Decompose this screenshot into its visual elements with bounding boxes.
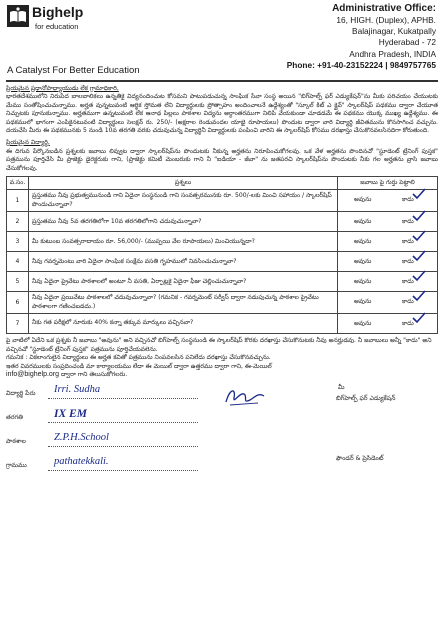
- tagline: A Catalyst For Better Education: [7, 65, 140, 76]
- question-text: నీవు ఏదైనా ప్రైవేటు పాఠశాలలో అంటూ నీ వసతి, ఏర్పాట్లకై ఏదైనా ఫీజు చెల్లించుచున్నావా?: [29, 272, 338, 292]
- header-question: ప్రశ్నలు: [29, 177, 338, 190]
- answer-yes-option[interactable]: అవును: [354, 196, 372, 204]
- question-number: 1: [7, 190, 29, 212]
- eligibility-notes: [6, 337, 438, 380]
- checkmark-icon: [412, 270, 426, 282]
- header-number: వ.సం.: [7, 177, 29, 190]
- question-text: నీకు గత పరీక్షలో నూరుకు 40% కన్నా తక్కువ మార్కులు వచ్చినవా?: [29, 314, 338, 334]
- letter-body: [6, 85, 438, 174]
- eligibility-rule: పై వాటిలో ఏదేని ఒక ప్రశ్నకు నీ జవాబు "అవును" అని వచ్చినచో బిగ్‌హెల్ప్ సంస్థనుండి ఈ స్కాలర్‌షిప్ కొరకు దరఖాస్తు చేసుకొనుటకు నీవు అనర్హుడవు. నీ జవాబులు అన్నీ "కాదు" అని వచ్చినచో "స్టూడెంట్ ట్రేనింగ్ పుస్తక" పత్రమును పూర్తిచేయవలెను.: [6, 337, 432, 353]
- intro-paragraph: భారతదేశములోని నిరుపేద బాలబాలికలు ఉన్నతికై విద్యనందించుట కోసమని పాటుపడుచున్న సాంఘిక సేవా సంస్థ అయిన "బిగ్‌హెల్ప్ ఫర్ ఎడ్యుకేషన్"ను మీకు పరిచయం చేయుటకు మేము సంతోషించుచున్నాము. అర్హత వున్నటువంటి ఆర్థిక స్తోమత లేని విద్యార్థులకు ప్రోత్సాహం అందించాలనే ఉద్దేశ్యంతో "స్కూల్ కిట్ ఎ క్లైవ్" స్కాలర్‌షిప్ పథకము ద్వారా చేయూత నిచ్చుటకు పూనుకున్నాము. అర్హతముగా ఉన్నటువంటి లేక ఆనాథ పిల్లలు పాఠశాల విద్యను అర్ధాంతరముగా నిలిపి వేయకుండా చూడడమే ఈ పథకము యొక్క ముఖ్య ఉద్దేశ్యము. ఈ పథకములో భాగంగా ఎంపికైనటువంటి విద్యార్థులు సెలక్షన్ రు. 250/- (అక్షరాల రెండువందల యాభై రూపాయలు) పొందుట ద్వారా వారి విద్యార్థి జీవితమును కొనసాగించ వచ్చును. దయచేసి మీరు ఈ పథకమునకు 5 నుండి 10వ తరగతి వరకు చదువుచున్న విద్యార్థినీ విద్యార్థులకు పంపించి వారిని ఈ స్కాలర్‌షిప్ కోసము దరఖాస్తు చేసుకొనవలసినదిగా కోరుతుంది.: [6, 93, 438, 135]
- checkmark-icon: [412, 290, 426, 302]
- letterhead: [6, 3, 438, 79]
- address-line: Balajinagar, Kukatpally: [352, 26, 436, 37]
- question-row: [7, 292, 438, 314]
- student-details-form: [6, 384, 438, 484]
- answer-cell: [338, 314, 438, 334]
- contact-note: ఇతర వివరములకు సంప్రదించండి మా కార్యాలయము లేదా ఈ మెయిల్ ద్వారా ఉత్తరము ద్వారా గాని, ఈ-మెయిల్: [6, 362, 272, 370]
- address-line: Hyderabad - 72: [378, 37, 436, 48]
- question-row: [7, 190, 438, 212]
- disability-note: గమనిక : వికలాంగులైన విద్యార్థులు ఈ అర్హత కవితో పత్రమును నింపవలసిన పనిలేదు దరఖాస్తు చేసుకొనవచ్చును.: [6, 354, 271, 362]
- salutation-student: ప్రియమైన విద్యార్థి,: [6, 139, 50, 147]
- answer-cell: [338, 232, 438, 252]
- question-row: [7, 252, 438, 272]
- answer-yes-option[interactable]: అవును: [354, 238, 372, 246]
- eligibility-table: [6, 176, 438, 334]
- answer-yes-option[interactable]: అవును: [354, 298, 372, 306]
- question-text: ప్రస్తుతము నీవు 5వ తరగతిలోగా 10వ తరగతిలోగాని చదువుచున్నావా?: [29, 212, 338, 232]
- answer-yes-option[interactable]: అవును: [354, 258, 372, 266]
- question-number: 3: [7, 232, 29, 252]
- student-name-value[interactable]: Irri. Sudha: [54, 384, 101, 396]
- answer-cell: [338, 272, 438, 292]
- salutation-headmaster: ప్రియమైన ప్రధానోపాధ్యాయుడు లేక గ్రామాధికారి,: [6, 84, 119, 92]
- header-answer: జవాబు పై గుర్తు పెట్టాలి: [338, 177, 438, 190]
- sender-signature-block: [336, 384, 395, 463]
- checkmark-icon: [412, 188, 426, 200]
- brand-name: Bighelp: [32, 4, 84, 20]
- contact-email-suffix: ద్వారా గాని తెలుసుకోగలరు.: [60, 371, 128, 379]
- answer-cell: [338, 292, 438, 314]
- question-row: [7, 314, 438, 334]
- question-row: [7, 272, 438, 292]
- answer-yes-option[interactable]: అవును: [354, 218, 372, 226]
- answer-no-option[interactable]: కాదు: [402, 298, 414, 306]
- student-signature-icon: [222, 384, 268, 408]
- answer-cell: [338, 252, 438, 272]
- class-value[interactable]: IX EM: [54, 408, 87, 421]
- sig-organization: బిగ్‌హెల్ప్ ఫర్ ఎడ్యుకేషన్: [336, 395, 396, 403]
- school-value[interactable]: Z.P.H.School: [54, 432, 109, 444]
- answer-no-option[interactable]: కాదు: [402, 258, 414, 266]
- office-address: [287, 3, 436, 71]
- village-value[interactable]: pathatekkali.: [54, 456, 109, 468]
- office-title: Administrative Office:: [332, 3, 436, 14]
- book-logo-icon: [7, 5, 29, 27]
- class-label: తరగతి: [6, 414, 23, 422]
- answer-yes-option[interactable]: అవును: [354, 320, 372, 328]
- answer-no-option[interactable]: కాదు: [402, 278, 414, 286]
- question-number: 2: [7, 212, 29, 232]
- question-number: 7: [7, 314, 29, 334]
- question-number: 6: [7, 292, 29, 314]
- question-text: ప్రస్తుతము నీవు ప్రభుత్వమునుండి గాని ఏదైనా సంస్థనుండి గాని సంవత్సరమునకు రూ. 500/-లకు మించి సహాయం / స్కాలర్‌షిప్ పొందుచున్నావా?: [29, 190, 338, 212]
- question-number: 5: [7, 272, 29, 292]
- student-name-label: విద్యార్థి పేరు: [6, 390, 36, 398]
- answer-cell: [338, 212, 438, 232]
- answer-no-option[interactable]: కాదు: [402, 238, 414, 246]
- instructions-paragraph: ఈ దిగువ పేర్కొనబడిన ప్రశ్నలకు జవాబు లివ్వుట ద్వారా స్కాలర్‌షిప్‌ను పొందుటకు నీకున్న అర్హతను నిరూపించుకోగలవు. ఒక వేళ అర్హతను పొందినచో "స్టూడెంట్ ట్రేనింగ్ పుస్తక" పత్రమును పూర్తిచేసి మీ ప్రాజెక్టు డైరెక్టరుకు గాని, (ప్రాజెక్టు కమిటీ మెంబరుకు గాని నీ "ఐడియా - జీవా" ను జతపరచి స్కాలర్‌షిప్‌ను పొందుటకు నీకు గల అర్హతను వ్రాసి జవాబు చేసుకోగలవు.: [6, 147, 438, 172]
- brand-subtitle: for education: [35, 22, 79, 31]
- answer-no-option[interactable]: కాదు: [402, 320, 414, 328]
- question-number: 4: [7, 252, 29, 272]
- question-row: [7, 212, 438, 232]
- address-line: Andhra Pradesh, INDIA: [349, 48, 436, 59]
- question-text: మీ కుటుంబ సంవత్సరాదాయం రూ. 56,000/- (ముప్పయి వేల రూపాయలు) మించియున్నదా?: [29, 232, 338, 252]
- header-divider: [6, 80, 438, 82]
- answer-no-option[interactable]: కాదు: [402, 196, 414, 204]
- school-label: పాఠశాల: [6, 438, 26, 446]
- question-text: నీవు గవర్నమెంటు వారి ఏదైనా సాంఘిక సంక్షేమ వసతి గృహములో నివసించుచున్నావా?: [29, 252, 338, 272]
- answer-cell: [338, 190, 438, 212]
- question-row: [7, 232, 438, 252]
- phone-numbers: Phone: +91-40-23152224 | 9849757765: [286, 59, 436, 70]
- answer-yes-option[interactable]: అవును: [354, 278, 372, 286]
- contact-email[interactable]: info@bighelp.org: [6, 371, 60, 379]
- checkmark-icon: [412, 210, 426, 222]
- question-text: నీవు ఏదైనా ప్రయివేటు పాఠశాలలో చదువుచున్నావా? (గమనిక - గవర్నమెంట్ సర్వీస్ ద్వారా నడుపుచున్న పాఠశాల ప్రైవేటు పాఠశాలగా గణించబడదు.): [29, 292, 338, 314]
- checkmark-icon: [412, 250, 426, 262]
- village-label: గ్రామము: [6, 462, 27, 470]
- checkmark-icon: [412, 312, 426, 324]
- sig-designation: ఫౌండర్ & ప్రెసిడెంట్: [336, 455, 384, 463]
- answer-no-option[interactable]: కాదు: [402, 218, 414, 226]
- sig-closing: మీ: [338, 384, 345, 392]
- address-line: 16, HIGH. (Duplex), APHB.: [336, 15, 436, 25]
- checkmark-icon: [412, 230, 426, 242]
